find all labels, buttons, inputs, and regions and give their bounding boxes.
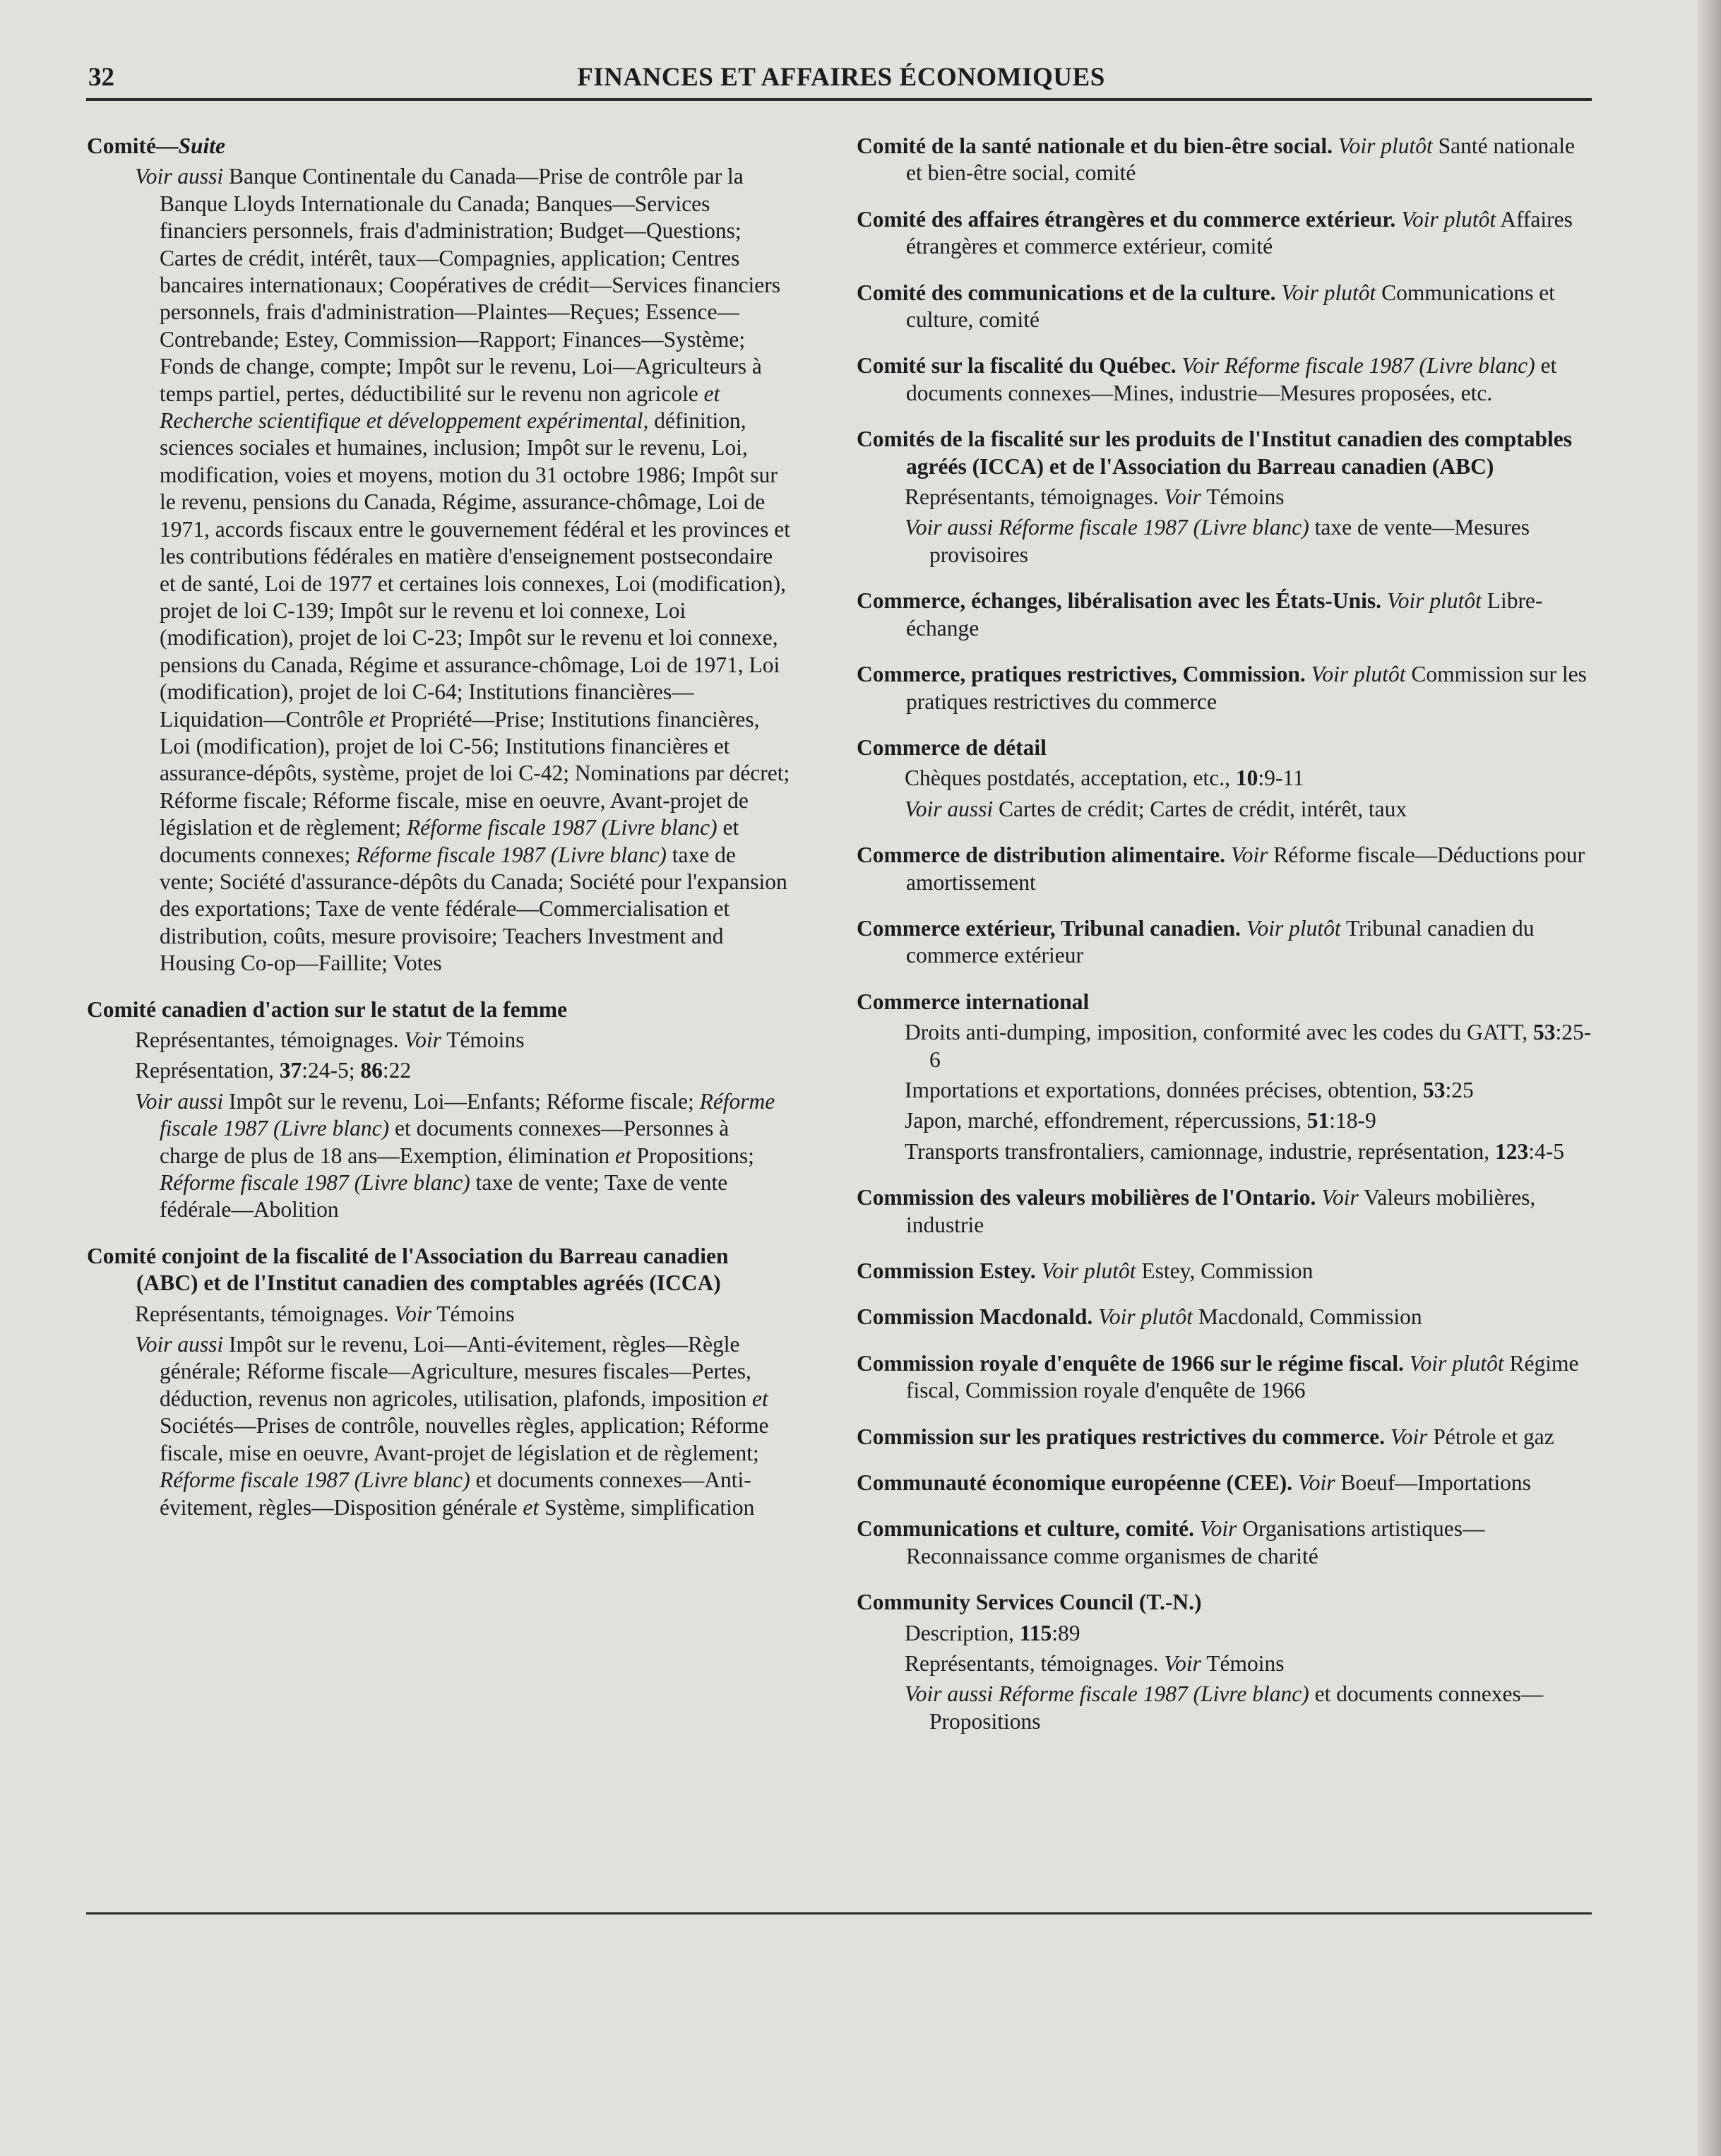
header-rule [86, 98, 1592, 101]
running-title: FINANCES ET AFFAIRES ÉCONOMIQUES [577, 63, 1105, 92]
text-run: Valeurs mobilières, industrie [906, 1185, 1536, 1237]
index-heading [87, 996, 793, 1023]
heading-text: Commerce international [857, 989, 1090, 1014]
italic-text: Voir aussi [905, 796, 994, 821]
index-heading [857, 1424, 1595, 1451]
heading-text: Comité— [87, 133, 179, 158]
volume-number: 53 [1533, 1020, 1556, 1045]
italic-text: et [523, 1494, 540, 1520]
book-spine-shadow [1697, 0, 1721, 2156]
italic-text: Voir aussi [135, 1332, 224, 1357]
italic-text: Voir plutôt [1041, 1258, 1136, 1283]
italic-text: Voir aussi Réforme fiscale 1987 (Livre blanc) [905, 515, 1309, 540]
text-run: Estey, Commission [1136, 1258, 1314, 1283]
index-heading [857, 352, 1595, 407]
text-run: et documents connexes—Anti-évitement, règles—Disposition générale [160, 1467, 751, 1520]
text-run [1404, 1351, 1410, 1376]
index-heading [857, 1304, 1595, 1330]
italic-text: Voir [1199, 1516, 1237, 1542]
index-subentry [87, 1331, 793, 1521]
index-heading [857, 426, 1595, 480]
heading-text: Commission Macdonald. [857, 1304, 1093, 1330]
text-run: Impôt sur le revenu, Loi—Anti-évitement, règles—Règle générale; Réforme fiscale—Agriculture, mesures fiscales—Pertes, déduction, revenus non agricoles, utilisation, plafonds, imposition [160, 1332, 752, 1411]
text-run: définition, sciences sociales et humaines, inclusion; Impôt sur le revenu, Loi, modification, voies et moyens, motion du 31 octobre 1986; Impôt sur le revenu, pensions du Canada, Régime, assurance-chômage, Loi de 1971, accords fiscaux entre le gouvernement fédéral et les provinces et les contributions fédérales en matière d'enseignement postsecondaire et de santé, Loi de 1977 et certaines lois connexes, Loi (modification), projet de loi C-139; Impôt sur le revenu et loi connexe, Loi (modification), projet de loi C-23; Impôt sur le revenu et loi connexe, pensions du Canada, Régime et assurance-chômage, Loi de 1971, Loi (modification), projet de loi C-64; Institutions financières—Liquidation—Contrôle [160, 408, 790, 732]
page-header [88, 62, 1594, 99]
text-run [1092, 1304, 1098, 1329]
italic-text: Réforme fiscale 1987 (Livre blanc) [406, 815, 717, 840]
text-run: Commission sur les pratiques restrictives du commerce [906, 662, 1587, 714]
italic-text: Réforme fiscale 1987 (Livre blanc) [160, 1467, 470, 1493]
index-entry [857, 426, 1595, 568]
index-entry [87, 996, 793, 1224]
index-heading [857, 734, 1595, 761]
index-heading [857, 1350, 1595, 1405]
text-run: Représentants, témoignages. [135, 1301, 395, 1326]
text-run: Témoins [1201, 484, 1285, 510]
italic-text: Voir plutôt [1338, 133, 1433, 158]
text-run [1381, 588, 1387, 613]
text-run [1177, 353, 1182, 378]
index-heading [857, 206, 1595, 261]
volume-number: 37 [279, 1058, 302, 1083]
text-run: Réforme fiscale—Déductions pour amortissement [906, 842, 1585, 895]
italic-text: Voir plutôt [1098, 1304, 1193, 1330]
index-subentry [857, 1138, 1595, 1165]
heading-text: Comité canadien d'action sur le statut de la femme [87, 996, 568, 1022]
index-heading [857, 133, 1595, 187]
text-run: Importations et exportations, données précises, obtention, [905, 1077, 1423, 1102]
index-entry [857, 206, 1595, 261]
text-run: et documents connexes; [160, 815, 739, 867]
text-run: :25 [1445, 1077, 1474, 1102]
italic-text: et [369, 706, 386, 732]
index-entry [857, 842, 1595, 896]
italic-text: Voir plutôt [1311, 662, 1406, 687]
index-subentry [857, 514, 1595, 568]
index-heading [857, 1258, 1595, 1285]
text-run: Témoins [441, 1028, 525, 1052]
index-heading [857, 989, 1595, 1016]
text-run [1385, 1424, 1391, 1449]
index-heading [857, 1515, 1595, 1570]
index-entry [87, 133, 793, 977]
text-run: :25-6 [929, 1020, 1592, 1072]
index-subentry [857, 765, 1595, 792]
italic-text: Voir aussi [135, 164, 224, 189]
text-run [1306, 662, 1311, 686]
text-run [1333, 133, 1338, 158]
index-subentry [87, 1027, 793, 1054]
text-run: Chèques postdatés, acceptation, etc., [905, 766, 1236, 791]
index-subentry [857, 1107, 1595, 1134]
index-entry [857, 1184, 1595, 1239]
text-run: Cartes de crédit; Cartes de crédit, intérêt, taux [993, 796, 1407, 821]
italic-text: Voir [1230, 842, 1268, 868]
text-run: :22 [382, 1058, 412, 1083]
heading-text: Comité conjoint de la fiscalité de l'Association du Barreau canadien (ABC) et de l'Institut canadien des comptables agréés (ICCA) [87, 1243, 729, 1296]
index-entry [857, 1470, 1595, 1496]
footer-rule [86, 1912, 1592, 1914]
heading-text: Community Services Council (T.-N.) [857, 1590, 1202, 1615]
text-run: Régime fiscal, Commission royale d'enquête de 1966 [906, 1350, 1579, 1403]
italic-text: et [752, 1386, 768, 1411]
italic-text: Voir plutôt [1386, 588, 1482, 614]
text-run [1225, 842, 1231, 867]
italic-text: Voir [1321, 1185, 1359, 1210]
text-run: Japon, marché, effondrement, répercussions, [905, 1108, 1307, 1133]
italic-text: Voir aussi [135, 1088, 224, 1114]
heading-text: Commerce extérieur, Tribunal canadien. [857, 915, 1241, 941]
italic-text: Voir plutôt [1281, 280, 1376, 305]
text-run: Témoins [1201, 1651, 1285, 1676]
text-run: Propriété—Prise; Institutions financières, Loi (modification), projet de loi C-56; Institutions financières et assurance-dépôts, système, projet de loi C-42; Nominations par décret; Réforme fiscale; Réforme fiscale, mise en oeuvre, Avant-projet de législation et de règlement; [160, 706, 790, 840]
volume-number: 123 [1495, 1138, 1529, 1164]
text-run [1395, 207, 1401, 232]
italic-text: Voir plutôt [1246, 915, 1341, 941]
index-entry [857, 989, 1595, 1165]
italic-text: Voir plutôt [1409, 1350, 1504, 1376]
heading-text: Comités de la fiscalité sur les produits de l'Institut canadien des comptables agréés (ICCA) et de l'Association du Barreau canadien (ABC) [857, 427, 1572, 479]
volume-number: 86 [360, 1058, 383, 1083]
italic-text: et Recherche scientifique et développement expérimental, [160, 381, 720, 434]
index-heading [857, 588, 1595, 642]
index-entry [857, 1515, 1595, 1570]
index-entry [857, 588, 1595, 642]
index-entry [857, 734, 1595, 823]
heading-text: Commission des valeurs mobilières de l'Ontario. [857, 1185, 1316, 1210]
index-subentry [87, 1057, 793, 1084]
italic-text: Voir [1390, 1424, 1428, 1449]
heading-text: Commerce, échanges, libéralisation avec les États-Unis. [857, 588, 1382, 614]
italic-text: Voir [404, 1028, 441, 1052]
page-number: 32 [88, 63, 114, 92]
text-run: taxe de vente; Société d'assurance-dépôts du Canada; Société pour l'expansion des exportations; Taxe de vente fédérale—Commercialisation et distribution, coûts, mesure provisoire; Teachers Investment and Housing Co-op—Faillite; Votes [160, 842, 787, 976]
index-subentry [857, 1019, 1595, 1073]
index-subentry [857, 1681, 1595, 1735]
italic-text: Voir Réforme fiscale 1987 (Livre blanc) [1181, 353, 1535, 379]
index-entry [857, 1424, 1595, 1451]
text-run: :89 [1052, 1620, 1080, 1645]
text-run: et documents connexes—Propositions [929, 1681, 1544, 1734]
index-entry [857, 915, 1595, 970]
text-run: Pétrole et gaz [1427, 1424, 1554, 1449]
text-run: Tribunal canadien du commerce extérieur [906, 915, 1535, 968]
text-run: Sociétés—Prises de contrôle, nouvelles règles, application; Réforme fiscale, mise en oeuvre, Avant-projet de législation et de règlement; [160, 1413, 769, 1465]
text-run [1036, 1258, 1042, 1283]
heading-text: Comité de la santé nationale et du bien-être social. [857, 133, 1333, 158]
text-run: Macdonald, Commission [1193, 1304, 1422, 1330]
index-entry [87, 1243, 793, 1521]
heading-text: Communauté économique européenne (CEE). [857, 1470, 1293, 1496]
volume-number: 10 [1235, 766, 1258, 791]
heading-text: Commerce de distribution alimentaire. [857, 842, 1226, 868]
volume-number: 115 [1019, 1620, 1052, 1645]
index-entry [857, 352, 1595, 407]
heading-text: Comité sur la fiscalité du Québec. [857, 353, 1177, 379]
index-heading [857, 1589, 1595, 1616]
index-subentry [857, 1620, 1595, 1647]
index-heading [87, 1243, 793, 1297]
text-run: :18-9 [1329, 1108, 1376, 1133]
heading-text: Communications et culture, comité. [857, 1516, 1194, 1542]
italic-text: Voir [1298, 1470, 1335, 1496]
text-run [1292, 1470, 1298, 1495]
index-entry [857, 661, 1595, 715]
volume-number: 51 [1306, 1108, 1330, 1133]
left-index-column [87, 133, 793, 1540]
text-run: Représentants, témoignages. [905, 1651, 1165, 1676]
index-heading [857, 661, 1595, 715]
italic-text: Réforme fiscale 1987 (Livre blanc) [356, 842, 667, 867]
heading-text: Commission royale d'enquête de 1966 sur le régime fiscal. [857, 1350, 1404, 1376]
index-heading [857, 280, 1595, 334]
heading-text: Comité des communications et de la culture. [857, 280, 1276, 305]
heading-text: Commission Estey. [857, 1258, 1036, 1283]
index-entry [857, 280, 1595, 334]
italic-text: Réforme fiscale 1987 (Livre blanc) [160, 1088, 775, 1141]
text-run: Banque Continentale du Canada—Prise de contrôle par la Banque Lloyds Internationale du Canada; Banques—Services financiers personnels, frais d'administration; Budget—Questions; Cartes de crédit, intérêt, taux—Compagnies, application; Centres bancaires internationaux; Coopératives de crédit—Services financiers personnels, frais d'administration—Plaintes—Reçues; Essence—Contrebande; Estey, Commission—Rapport; Finances—Système; Fonds de change, compte; Impôt sur le revenu, Loi—Agriculteurs à temps partiel, pertes, déductibilité sur le revenu non agricole [160, 164, 781, 406]
text-run [1241, 916, 1246, 941]
index-subentry [857, 484, 1595, 511]
italic-text: Voir aussi Réforme fiscale 1987 (Livre blanc) [905, 1681, 1309, 1707]
text-run: Représentants, témoignages. [905, 484, 1165, 510]
heading-text: Commission sur les pratiques restrictives du commerce. [857, 1424, 1386, 1449]
volume-number: 53 [1422, 1077, 1446, 1102]
index-subentry [87, 1301, 793, 1328]
text-run: :24-5; [302, 1058, 361, 1083]
text-run: Organisations artistiques—Reconnaissance comme organismes de charité [906, 1516, 1485, 1568]
text-run: Libre-échange [906, 588, 1543, 641]
heading-text: Comité des affaires étrangères et du commerce extérieur. [857, 206, 1396, 232]
text-run: Témoins [431, 1301, 515, 1326]
index-heading [857, 842, 1595, 896]
text-run: taxe de vente; Taxe de vente fédérale—Abolition [160, 1170, 728, 1222]
italic-text: Voir plutôt [1401, 206, 1496, 232]
italic-text: et [615, 1143, 631, 1168]
index-heading [857, 1470, 1595, 1496]
index-entry [857, 1258, 1595, 1285]
text-run: Transports transfrontaliers, camionnage, industrie, représentation, [905, 1138, 1495, 1164]
text-run: Propositions; [631, 1143, 754, 1168]
text-run: Impôt sur le revenu, Loi—Enfants; Réforme fiscale; [223, 1088, 700, 1114]
text-run: Communications et culture, comité [906, 280, 1555, 333]
text-run: Description, [905, 1620, 1020, 1645]
text-run: Santé nationale et bien-être social, comité [906, 133, 1575, 186]
index-entry [857, 1589, 1595, 1735]
index-subentry [87, 1088, 793, 1224]
index-heading [87, 133, 793, 160]
heading-text: Commerce de détail [857, 734, 1047, 760]
italic-text: Voir [1164, 484, 1201, 510]
index-entry [857, 1304, 1595, 1330]
index-entry [857, 1350, 1595, 1405]
index-subentry [857, 1077, 1595, 1104]
index-heading [857, 1184, 1595, 1239]
italic-text: Réforme fiscale 1987 (Livre blanc) [160, 1170, 470, 1196]
index-subentry [857, 1650, 1595, 1677]
text-run: :4-5 [1528, 1138, 1564, 1164]
text-run: Affaires étrangères et commerce extérieur, comité [906, 206, 1573, 259]
heading-text: Commerce, pratiques restrictives, Commission. [857, 662, 1306, 687]
text-run: et documents connexes—Mines, industrie—Mesures proposées, etc. [906, 353, 1557, 405]
index-heading [857, 915, 1595, 970]
text-run: :9-11 [1258, 766, 1304, 791]
text-run [1194, 1516, 1200, 1541]
index-entry [857, 133, 1595, 187]
index-subentry [857, 796, 1595, 823]
text-run: Représentantes, témoignages. [135, 1028, 405, 1052]
italic-text: Voir [394, 1301, 431, 1326]
text-run: et documents connexes—Personnes à charge de plus de 18 ans—Exemption, élimination [160, 1116, 730, 1168]
text-run: Système, simplification [539, 1494, 755, 1520]
right-index-column [857, 133, 1595, 1754]
text-run: taxe de vente—Mesures provisoires [929, 515, 1530, 567]
heading-continued: Suite [178, 133, 225, 158]
text-run: Droits anti-dumping, imposition, conformité avec les codes du GATT, [905, 1020, 1533, 1045]
index-subentry [87, 163, 793, 977]
text-run: Boeuf—Importations [1335, 1470, 1531, 1496]
italic-text: Voir [1164, 1651, 1201, 1676]
text-run: Représentation, [135, 1058, 280, 1083]
